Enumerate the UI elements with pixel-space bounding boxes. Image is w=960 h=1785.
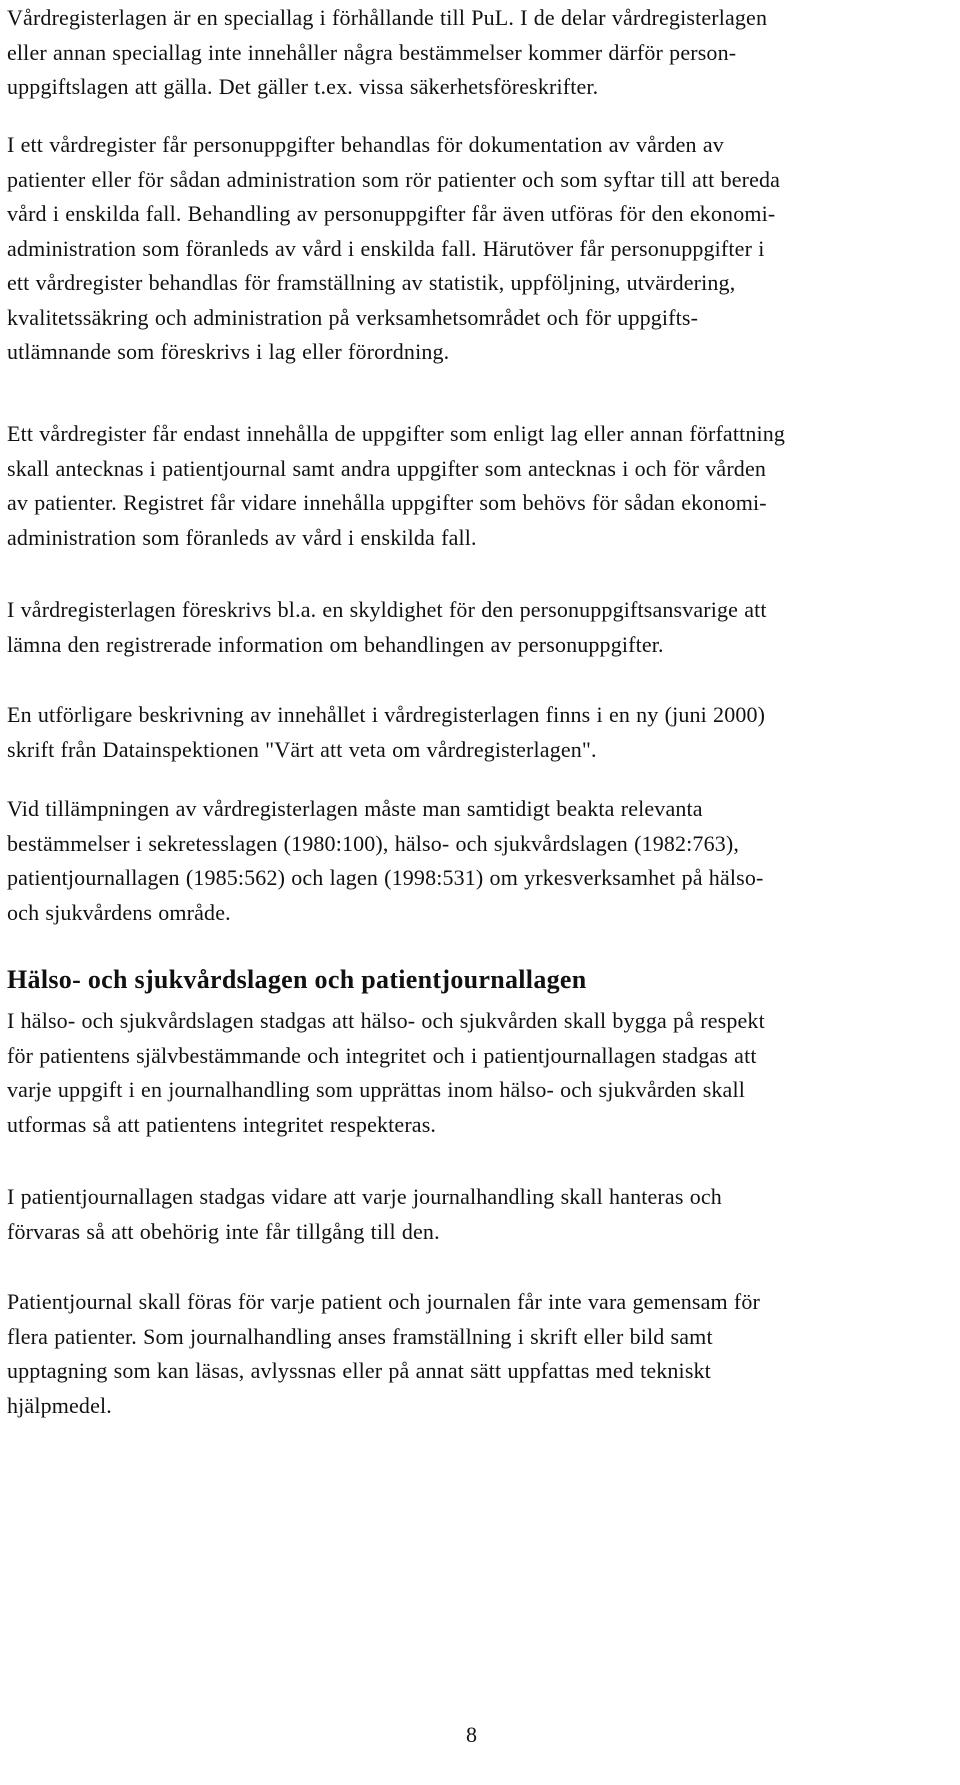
text-line: Ett vårdregister får endast innehålla de uppgifter som enligt lag eller annan författning xyxy=(7,421,786,446)
text-line: skall antecknas i patientjournal samt andra uppgifter som antecknas i och för vården xyxy=(7,455,767,481)
text-line: bestämmelser i sekretesslagen (1980:100), hälso- och sjukvårdslagen (1982:763), xyxy=(7,830,740,856)
text-line: I patientjournallagen stadgas vidare att varje journalhandling skall hanteras och xyxy=(7,1184,722,1209)
text-line: förvaras så att obehörig inte får tillgång till den. xyxy=(7,1218,440,1244)
text-line: administration som föranleds av vård i enskilda fall. xyxy=(7,524,477,550)
paragraph-6 xyxy=(7,792,947,930)
text-line: skrift från Datainspektionen "Värt att veta om vårdregisterlagen". xyxy=(7,736,597,762)
section-heading: Hälso- och sjukvårdslagen och patientjournallagen xyxy=(7,965,587,994)
text-line: uppgiftslagen att gälla. Det gäller t.ex. vissa säkerhetsföreskrifter. xyxy=(7,74,599,99)
section-paragraph-1 xyxy=(7,1004,947,1142)
page-number: 8 xyxy=(466,1722,477,1747)
text-line: flera patienter. Som journalhandling anses framställning i skrift eller bild samt xyxy=(7,1323,713,1349)
paragraph-5 xyxy=(7,698,947,767)
paragraph-2 xyxy=(7,128,947,370)
section-paragraph-3 xyxy=(7,1285,947,1423)
text-line: eller annan speciallag inte innehåller några bestämmelser kommer därför person- xyxy=(7,39,737,65)
text-line: hjälpmedel. xyxy=(7,1392,112,1418)
text-line: vård i enskilda fall. Behandling av personuppgifter får även utföras för den ekonomi- xyxy=(7,201,776,226)
text-line: En utförligare beskrivning av innehållet i vårdregisterlagen finns i en ny (juni 2000) xyxy=(7,702,766,727)
text-line: utlämnande som föreskrivs i lag eller förordning. xyxy=(7,339,450,364)
text-line: varje uppgift i en journalhandling som upprättas inom hälso- och sjukvården skall xyxy=(7,1077,745,1102)
text-line: lämna den registrerade information om behandlingen av personuppgifter. xyxy=(7,631,664,657)
text-line: Vårdregisterlagen är en speciallag i förhållande till PuL. I de delar vårdregisterlagen xyxy=(7,5,768,30)
text-line: och sjukvårdens område. xyxy=(7,899,231,925)
text-line: upptagning som kan läsas, avlyssnas eller på annat sätt uppfattas med tekniskt xyxy=(7,1358,711,1383)
text-line: patientjournallagen (1985:562) och lagen (1998:531) om yrkesverksamhet på hälso- xyxy=(7,865,764,890)
paragraph-3 xyxy=(7,417,947,555)
text-line: patienter eller för sådan administration som rör patienter och som syftar till att bereda xyxy=(7,166,781,192)
text-line: I ett vårdregister får personuppgifter behandlas för dokumentation av vården av xyxy=(7,132,724,157)
text-line: administration som föranleds av vård i enskilda fall. Härutöver får personuppgifter i xyxy=(7,235,765,261)
text-line: av patienter. Registret får vidare innehålla uppgifter som behövs för sådan ekonomi- xyxy=(7,490,767,515)
text-line: Patientjournal skall föras för varje patient och journalen får inte vara gemensam för xyxy=(7,1289,761,1314)
text-line: Vid tillämpningen av vårdregisterlagen måste man samtidigt beakta relevanta xyxy=(7,796,703,821)
text-line: kvalitetssäkring och administration på verksamhetsområdet och för uppgifts- xyxy=(7,304,699,330)
text-line: I hälso- och sjukvårdslagen stadgas att hälso- och sjukvården skall bygga på respekt xyxy=(7,1008,765,1033)
paragraph-4 xyxy=(7,593,947,662)
text-line: ett vårdregister behandlas för framställning av statistik, uppföljning, utvärdering, xyxy=(7,270,736,295)
text-line: för patientens självbestämmande och integritet och i patientjournallagen stadgas att xyxy=(7,1042,757,1068)
text-line: I vårdregisterlagen föreskrivs bl.a. en skyldighet för den personuppgiftsansvarige att xyxy=(7,597,767,622)
paragraph-1 xyxy=(7,1,947,105)
text-line: utformas så att patientens integritet respekteras. xyxy=(7,1111,437,1137)
section-paragraph-2 xyxy=(7,1180,947,1249)
